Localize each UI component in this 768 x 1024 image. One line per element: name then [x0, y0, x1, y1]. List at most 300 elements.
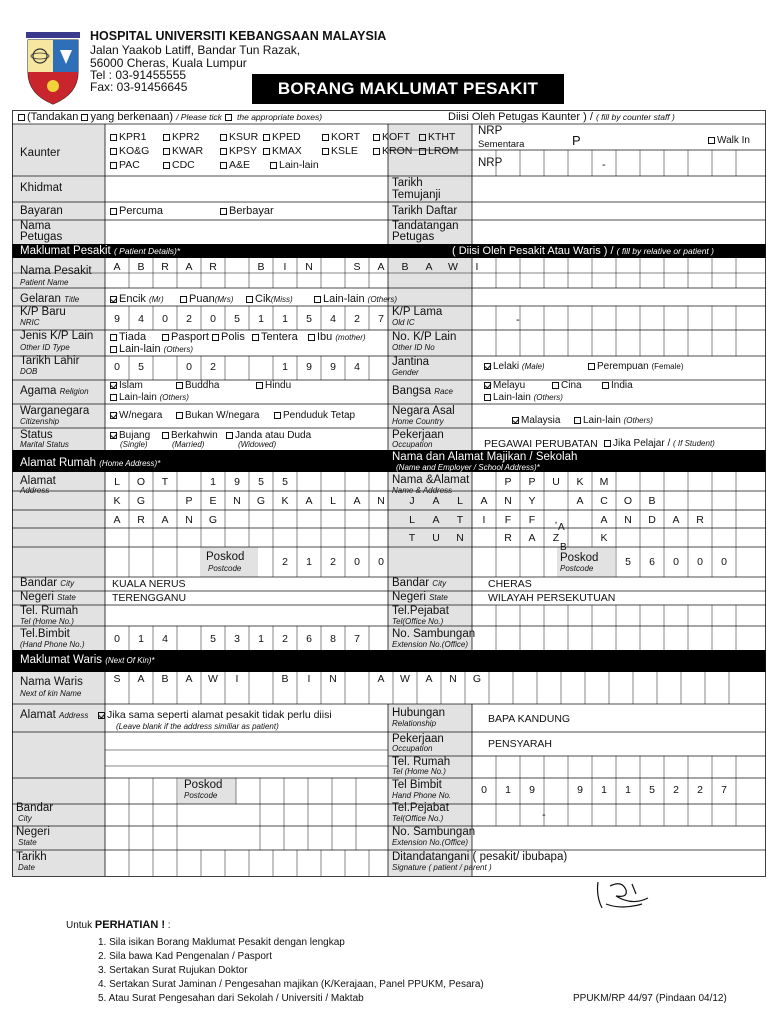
employer-address-cell[interactable]: A	[432, 514, 440, 526]
dob-char-cell[interactable]: 4	[354, 361, 360, 373]
nama-petugas-label: Nama Petugas	[20, 220, 63, 243]
hospital-name: HOSPITAL UNIVERSITI KEBANGSAAN MALAYSIA	[90, 29, 387, 43]
home-tel-label: Tel. Rumah	[20, 605, 79, 617]
employer-address-cell[interactable]: N	[624, 514, 632, 526]
emp-poskod-cell[interactable]: 5	[625, 556, 631, 568]
emp-poskod-cell[interactable]: 6	[649, 556, 655, 568]
tentera-checkbox[interactable]: Tentera	[252, 332, 298, 343]
nric-char-cell[interactable]: 0	[210, 313, 216, 325]
counter-option[interactable]	[163, 160, 195, 171]
counter-option-label: KWAR	[172, 145, 204, 157]
ibu-checkbox[interactable]: Ibu (mother)	[308, 332, 366, 343]
kin-nama-label: Nama Waris	[20, 676, 83, 688]
counter-option-label: KRON	[382, 145, 413, 157]
employer-address-cell[interactable]: B	[648, 495, 656, 507]
counter-option-label: KORT	[331, 131, 360, 143]
kin-name-cell[interactable]: A	[137, 673, 145, 685]
counter-option[interactable]	[322, 146, 358, 157]
employer-address-cell[interactable]: D	[648, 514, 656, 526]
counter-option-label: KPR2	[172, 131, 200, 143]
nric-char-cell[interactable]: 2	[186, 313, 192, 325]
nric-char-cell[interactable]: 4	[138, 313, 144, 325]
polis-checkbox[interactable]: Polis	[212, 332, 245, 343]
married-en: (Married)	[172, 440, 205, 449]
home-address-cell[interactable]: L	[330, 495, 336, 507]
pekerjaan-en: Occupation	[392, 440, 433, 449]
lelaki-checkbox[interactable]: Lelaki (Male)	[484, 362, 545, 372]
counter-option-label: KSUR	[229, 131, 259, 143]
home-poskod-cell[interactable]: 2	[330, 556, 336, 568]
kin-hp-cell[interactable]: 9	[529, 784, 535, 796]
counter-option[interactable]	[263, 146, 302, 157]
home-hp-cell[interactable]: 6	[306, 633, 312, 645]
employer-address-title: Nama dan Alamat Majikan / Sekolah	[392, 451, 578, 463]
kp-lama-label: K/P Lama	[392, 306, 443, 318]
nric-char-cell[interactable]: 0	[162, 313, 168, 325]
kin-name-cell[interactable]: I	[307, 673, 311, 685]
emp-poskod-en: Postcode	[560, 564, 594, 573]
home-address-cell[interactable]: N	[185, 514, 193, 526]
emp-poskod-cell[interactable]: 0	[721, 556, 727, 568]
home-address-cell[interactable]: 5	[282, 476, 288, 488]
employer-address-cell[interactable]: A	[528, 532, 536, 544]
kin-hp-cell[interactable]: 7	[721, 784, 727, 796]
home-address-cell[interactable]: 5	[258, 476, 264, 488]
employer-address-cell[interactable]: Y	[528, 495, 536, 507]
counter-option[interactable]	[419, 146, 458, 157]
nrp-value[interactable]: P	[572, 133, 581, 148]
buddha-checkbox[interactable]: Buddha	[176, 381, 219, 391]
kin-name-cell[interactable]: N	[449, 673, 457, 685]
emp-bandar-value[interactable]: CHERAS	[488, 578, 532, 590]
status-en: Marital Status	[20, 440, 69, 449]
name-char-cell[interactable]: W	[448, 261, 458, 273]
kin-hp-cell[interactable]: 2	[697, 784, 703, 796]
employer-address-cell[interactable]: Z	[552, 532, 560, 544]
islam-checkbox[interactable]: Islam	[110, 381, 143, 391]
percuma-checkbox[interactable]: Percuma	[110, 206, 163, 217]
home-poskod-cell[interactable]: 0	[378, 556, 384, 568]
counter-option[interactable]	[110, 160, 140, 171]
signature-en: Signature ( patient / parent )	[392, 863, 492, 872]
counter-option-label: PAC	[119, 159, 140, 171]
nrp2-label: NRP	[478, 157, 503, 169]
ukm-logo	[24, 30, 82, 106]
emp-bandar-label: Bandar City	[392, 577, 447, 589]
name-char-cell[interactable]: S	[353, 261, 361, 273]
janda-checkbox[interactable]: Janda atau Duda	[226, 431, 311, 441]
footer-item: 1. Sila isikan Borang Maklumat Pesakit dengan lengkap	[98, 937, 345, 948]
tandatangan-label: Tandatangan Petugas	[392, 220, 459, 243]
home-address-cell[interactable]: E	[209, 495, 217, 507]
home-hp-cell[interactable]: 7	[354, 633, 360, 645]
counter-option[interactable]	[373, 132, 410, 143]
kin-name-cell[interactable]: I	[235, 673, 239, 685]
home-address-cell[interactable]: N	[377, 495, 385, 507]
counter-option-label: CDC	[172, 159, 195, 171]
home-address-cell[interactable]: N	[233, 495, 241, 507]
counter-option[interactable]	[163, 132, 199, 143]
counter-option-label: KPR1	[119, 131, 147, 143]
lain-bangsa-checkbox[interactable]: Lain-lain (Others)	[484, 393, 563, 403]
home-hp-cell[interactable]: 8	[330, 633, 336, 645]
emp-ext-en: Extension No.(Office)	[392, 640, 469, 649]
home-hp-cell[interactable]: 0	[114, 633, 120, 645]
name-char-cell[interactable]: N	[305, 261, 313, 273]
nric-char-cell[interactable]: 2	[354, 313, 360, 325]
name-char-cell[interactable]: A	[185, 261, 193, 273]
kin-hp-cell[interactable]: 1	[601, 784, 607, 796]
employer-address-cell[interactable]: M	[599, 476, 609, 488]
employer-address-cell[interactable]: F	[504, 514, 512, 526]
bukan-wnegara-checkbox[interactable]: Bukan W/negara	[176, 411, 260, 421]
nric-char-cell[interactable]: 1	[282, 313, 288, 325]
checkbox-icon[interactable]	[419, 134, 426, 141]
tarikh-daftar-label: Tarikh Daftar	[392, 205, 458, 217]
same-address-en: (Leave blank if the address similiar as patient)	[116, 722, 279, 731]
checkbox-icon[interactable]	[419, 148, 426, 155]
single-en: (Single)	[120, 440, 148, 449]
kin-bandar-label: Bandar	[16, 802, 54, 814]
name-char-cell[interactable]: I	[283, 261, 287, 273]
employer-address-cell[interactable]: P	[528, 476, 536, 488]
counter-option[interactable]	[263, 132, 301, 143]
nric-char-cell[interactable]: 1	[258, 313, 264, 325]
name-char-cell[interactable]: B	[257, 261, 265, 273]
home-bandar-label: Bandar City	[20, 577, 75, 589]
home-negeri-value[interactable]: TERENGGANU	[112, 592, 187, 604]
tiada-checkbox[interactable]: Tiada	[110, 332, 146, 343]
warga-label: Warganegara	[20, 405, 90, 417]
checkbox-icon[interactable]	[263, 148, 270, 155]
counter-option[interactable]	[419, 132, 455, 143]
address-line-1: Jalan Yaakob Latiff, Bandar Tun Razak,	[90, 43, 301, 57]
home-address-cell[interactable]: A	[113, 514, 121, 526]
home-bandar-value[interactable]: KUALA NERUS	[112, 578, 186, 590]
nric-char-cell[interactable]: 5	[306, 313, 312, 325]
home-alamat-label: Alamat	[20, 475, 56, 487]
home-address-cell[interactable]: A	[161, 514, 169, 526]
berkahwin-checkbox[interactable]: Berkahwin	[162, 431, 218, 441]
nrp-label: NRP	[478, 125, 503, 137]
kin-name-cell[interactable]: A	[377, 673, 385, 685]
employer-address-cell[interactable]: C	[600, 495, 608, 507]
counter-option[interactable]	[220, 132, 258, 143]
wnegara-checkbox[interactable]: W/negara	[110, 411, 162, 421]
counter-option[interactable]	[373, 146, 412, 157]
footer-item: 4. Sertakan Surat Jaminan / Pengesahan majikan (K/Kerajaan, Panel PPUKM, Pesara)	[98, 979, 484, 990]
kp-baru-label: K/P Baru	[20, 306, 66, 318]
cina-checkbox[interactable]: Cina	[552, 381, 582, 391]
name-char-cell[interactable]: A	[113, 261, 121, 273]
employer-address-cell[interactable]: O	[623, 495, 633, 507]
counter-option-label: KSLE	[331, 145, 358, 157]
kin-pekerjaan-value[interactable]: PENSYARAH	[488, 738, 552, 750]
bujang-checkbox[interactable]: Bujang	[110, 431, 150, 441]
kin-hp-cell[interactable]: 1	[625, 784, 631, 796]
home-hp-cell[interactable]: 4	[162, 633, 168, 645]
counter-option[interactable]	[110, 146, 149, 157]
nric-char-cell[interactable]: 7	[378, 313, 384, 325]
name-char-cell[interactable]: B	[401, 261, 409, 273]
lain-negara-checkbox[interactable]: Lain-lain (Others)	[574, 416, 653, 426]
employer-address-cell[interactable]: K	[576, 476, 584, 488]
checkbox-icon[interactable]	[163, 134, 170, 141]
negara-asal-en: Home Country	[392, 417, 444, 426]
home-address-cell[interactable]: A	[305, 495, 313, 507]
home-address-cell[interactable]: 1	[210, 476, 216, 488]
checkbox-icon[interactable]	[110, 134, 117, 141]
counter-option[interactable]	[220, 146, 257, 157]
dob-en: DOB	[20, 367, 38, 376]
home-address-cell[interactable]: T	[161, 476, 169, 488]
kin-office-label: Tel.Pejabat	[392, 802, 449, 814]
kp-lama-dash: -	[516, 314, 520, 326]
employer-address-cell[interactable]: A	[576, 495, 584, 507]
checkbox-icon[interactable]	[322, 134, 329, 141]
kin-hp-cell[interactable]: 0	[481, 784, 487, 796]
counter-option-label: Lain-lain	[279, 159, 319, 171]
home-address-cell[interactable]: L	[114, 476, 120, 488]
home-address-title: Alamat Rumah (Home Address)*	[20, 457, 161, 469]
kin-hp-cell[interactable]: 1	[505, 784, 511, 796]
negara-asal-label: Negara Asal	[392, 405, 455, 417]
employer-address-cell[interactable]: P	[504, 476, 512, 488]
kp-lama-en: Old IC	[392, 318, 415, 327]
dob-label: Tarikh Lahir	[20, 355, 80, 367]
home-hp-cell[interactable]: 2	[282, 633, 288, 645]
gelaran-label: Gelaran Title	[20, 293, 80, 305]
warga-en: Citizenship	[20, 417, 60, 426]
home-poskod-cell[interactable]: 1	[306, 556, 312, 568]
dob-char-cell[interactable]: 9	[330, 361, 336, 373]
nric-char-cell[interactable]: 4	[330, 313, 336, 325]
name-char-cell[interactable]: R	[161, 261, 169, 273]
name-char-cell[interactable]: A	[377, 261, 385, 273]
home-hp-cell[interactable]: 1	[258, 633, 264, 645]
name-char-cell[interactable]: A	[425, 261, 433, 273]
puan-checkbox[interactable]: Puan(Mrs)	[180, 294, 233, 305]
checkbox-icon[interactable]	[220, 148, 227, 155]
kin-hp-cell[interactable]: 5	[649, 784, 655, 796]
employer-address-cell[interactable]: A	[432, 495, 440, 507]
cik-checkbox[interactable]: Cik(Miss)	[246, 294, 293, 305]
home-address-cell[interactable]: K	[113, 495, 121, 507]
pelajar-checkbox[interactable]: Jika Pelajar / ( If Student)	[604, 439, 715, 449]
employer-address-cell[interactable]: A	[600, 514, 608, 526]
nama-pesakit-en: Patient Name	[20, 278, 69, 287]
home-address-cell[interactable]: G	[208, 514, 218, 526]
jantina-label: Jantina	[392, 356, 430, 368]
lain-title-checkbox[interactable]: Lain-lain (Others)	[314, 294, 397, 305]
emp-tel-label: Tel.Pejabat	[392, 605, 449, 617]
employer-address-cell[interactable]: U	[552, 476, 560, 488]
home-poskod-cell[interactable]: 2	[282, 556, 288, 568]
checkbox-icon[interactable]	[263, 134, 270, 141]
pekerjaan-value[interactable]: PEGAWAI PERUBATAN	[484, 438, 598, 450]
status-label: Status	[20, 429, 53, 441]
counter-option[interactable]	[270, 160, 319, 171]
dob-char-cell[interactable]: 1	[282, 361, 288, 373]
encik-checkbox[interactable]: Encik (Mr)	[110, 294, 164, 305]
penduduk-tetap-checkbox[interactable]: Penduduk Tetap	[274, 411, 355, 421]
kin-negeri-en: State	[18, 838, 37, 847]
kin-name-cell[interactable]: W	[400, 673, 410, 685]
pasport-checkbox[interactable]: Pasport	[162, 332, 209, 343]
employer-address-cell[interactable]: L	[409, 514, 415, 526]
employer-address-cell[interactable]: N	[504, 495, 512, 507]
home-poskod-cell[interactable]: 0	[354, 556, 360, 568]
hubungan-value[interactable]: BAPA KANDUNG	[488, 713, 571, 725]
kin-name-cell[interactable]: B	[161, 673, 169, 685]
india-checkbox[interactable]: India	[602, 381, 633, 391]
counter-option-label: KMAX	[272, 145, 302, 157]
home-tel-en: Tel (Home No.)	[20, 617, 74, 626]
checkbox-icon[interactable]	[322, 148, 329, 155]
checkbox-icon[interactable]	[163, 148, 170, 155]
emp-stray-b: B	[560, 542, 567, 553]
employer-address-cell[interactable]: R	[504, 532, 512, 544]
home-hp-cell[interactable]: 3	[234, 633, 240, 645]
emp-ext-label: No. Sambungan	[392, 628, 476, 640]
emp-poskod-cell[interactable]: 0	[673, 556, 679, 568]
checkbox-icon[interactable]	[220, 134, 227, 141]
checkbox-icon[interactable]	[270, 162, 277, 169]
melayu-checkbox[interactable]: Melayu	[484, 381, 525, 391]
kin-office-en: Tel(Office No.)	[392, 814, 444, 823]
counter-note: Diisi Oleh Petugas Kaunter ) / ( fill by counter staff )	[448, 111, 675, 123]
kin-name-cell[interactable]: N	[329, 673, 337, 685]
kin-tel-label: Tel. Rumah	[392, 756, 451, 768]
kin-hp-cell[interactable]: 2	[673, 784, 679, 796]
jenis-kp-label: Jenis K/P Lain	[20, 330, 94, 342]
home-address-cell[interactable]: 9	[234, 476, 240, 488]
signature-scribble	[592, 876, 662, 912]
lain-agama-checkbox[interactable]: Lain-lain (Others)	[110, 393, 189, 403]
employer-address-cell[interactable]: J	[409, 495, 415, 507]
checkbox-icon[interactable]	[110, 162, 117, 169]
tarikh-en: Date	[18, 863, 35, 872]
kin-name-cell[interactable]: W	[208, 673, 218, 685]
home-hp-cell[interactable]: 1	[138, 633, 144, 645]
berbayar-checkbox[interactable]: Berbayar	[220, 206, 274, 217]
employer-address-cell[interactable]: L	[457, 495, 463, 507]
employer-address-cell[interactable]: ,	[554, 514, 558, 526]
kin-negeri-label: Negeri	[16, 826, 50, 838]
checkbox-icon[interactable]	[373, 148, 380, 155]
counter-option-label: A&E	[229, 159, 251, 171]
checkbox-icon[interactable]	[220, 162, 227, 169]
malaysia-checkbox[interactable]: Malaysia	[512, 416, 560, 426]
kin-hp-cell[interactable]: 9	[577, 784, 583, 796]
signature-label: Ditandatangani ( pesakit/ ibubapa)	[392, 851, 568, 863]
home-address-cell[interactable]: K	[281, 495, 289, 507]
dob-char-cell[interactable]: 9	[306, 361, 312, 373]
hindu-checkbox[interactable]: Hindu	[256, 381, 291, 391]
nama-pesakit-label: Nama Pesakit	[20, 265, 92, 277]
dob-char-cell[interactable]: 0	[186, 361, 192, 373]
emp-negeri-label: Negeri State	[392, 591, 448, 603]
lain-kp-checkbox[interactable]: Lain-lain (Others)	[110, 344, 193, 355]
counter-option[interactable]	[220, 160, 250, 171]
counter-option-label: LROM	[428, 145, 459, 157]
kin-poskod-en: Postcode	[184, 791, 218, 800]
counter-option-label: KPED	[272, 131, 301, 143]
counter-option[interactable]	[110, 132, 146, 143]
nric-char-cell[interactable]: 5	[234, 313, 240, 325]
kin-name-cell[interactable]: G	[472, 673, 482, 685]
name-char-cell[interactable]: R	[209, 261, 217, 273]
emp-alamat-label: Nama &Alamat	[392, 474, 470, 486]
home-hp-en: (Hand Phone No.)	[20, 640, 85, 649]
employer-address-cell[interactable]: N	[456, 532, 464, 544]
employer-address-cell[interactable]: U	[432, 532, 440, 544]
dob-char-cell[interactable]: 0	[114, 361, 120, 373]
home-address-cell[interactable]: G	[256, 495, 266, 507]
home-hp-cell[interactable]: 5	[210, 633, 216, 645]
emp-negeri-value[interactable]: WILAYAH PERSEKUTUAN	[488, 592, 616, 604]
employer-address-cell[interactable]: I	[482, 514, 486, 526]
dob-char-cell[interactable]: 2	[210, 361, 216, 373]
home-poskod-en: Postcode	[208, 564, 242, 573]
home-address-cell[interactable]: O	[136, 476, 146, 488]
counter-option[interactable]	[163, 146, 203, 157]
hubungan-en: Relationship	[392, 719, 437, 728]
kin-name-cell[interactable]: A	[185, 673, 193, 685]
checkbox-icon[interactable]	[163, 162, 170, 169]
kin-name-cell[interactable]: S	[113, 673, 121, 685]
employer-address-cell[interactable]: T	[408, 532, 416, 544]
checkbox-icon[interactable]	[373, 134, 380, 141]
emp-poskod-cell[interactable]: 0	[697, 556, 703, 568]
tarikh-label: Tarikh	[16, 851, 47, 863]
employer-address-cell[interactable]: A	[672, 514, 680, 526]
name-char-cell[interactable]: B	[137, 261, 145, 273]
employer-address-cell[interactable]: A	[480, 495, 488, 507]
employer-address-cell[interactable]: K	[600, 532, 608, 544]
kin-poskod-label: Poskod	[184, 779, 223, 791]
kin-pekerjaan-label: Pekerjaan	[392, 733, 444, 745]
hubungan-label: Hubungan	[392, 707, 446, 719]
home-address-cell[interactable]: R	[137, 514, 145, 526]
patient-section-title: Maklumat Pesakit ( Patient Details)*	[20, 245, 181, 257]
name-char-cell[interactable]: I	[475, 261, 479, 273]
kin-ext-en: Extension No.(Office)	[392, 838, 469, 847]
kin-pekerjaan-en: Occupation	[392, 744, 433, 753]
pekerjaan-label: Pekerjaan	[392, 429, 444, 441]
home-address-cell[interactable]: P	[185, 495, 193, 507]
employer-address-cell[interactable]: R	[696, 514, 704, 526]
same-address-checkbox[interactable]: Jika sama seperti alamat pesakit tidak perlu diisi	[98, 710, 332, 721]
walkin-checkbox[interactable]: Walk In	[708, 136, 750, 146]
bangsa-label: Bangsa Race	[392, 385, 453, 397]
counter-option[interactable]	[322, 132, 360, 143]
perempuan-checkbox[interactable]: Perempuan (Female)	[588, 362, 684, 372]
kin-bandar-en: City	[18, 814, 32, 823]
counter-option-label: KPSY	[229, 145, 258, 157]
nric-char-cell[interactable]: 9	[114, 313, 120, 325]
home-address-cell[interactable]: A	[353, 495, 361, 507]
employer-address-cell[interactable]: T	[456, 514, 464, 526]
home-address-cell[interactable]: G	[136, 495, 146, 507]
counter-option-label: KO&G	[119, 145, 150, 157]
employer-address-cell[interactable]: F	[528, 514, 536, 526]
checkbox-icon[interactable]	[110, 148, 117, 155]
kin-name-cell[interactable]: A	[425, 673, 433, 685]
footer-item: 3. Sertakan Surat Rujukan Doktor	[98, 965, 248, 976]
kin-name-cell[interactable]: B	[281, 673, 289, 685]
dob-char-cell[interactable]: 5	[138, 361, 144, 373]
